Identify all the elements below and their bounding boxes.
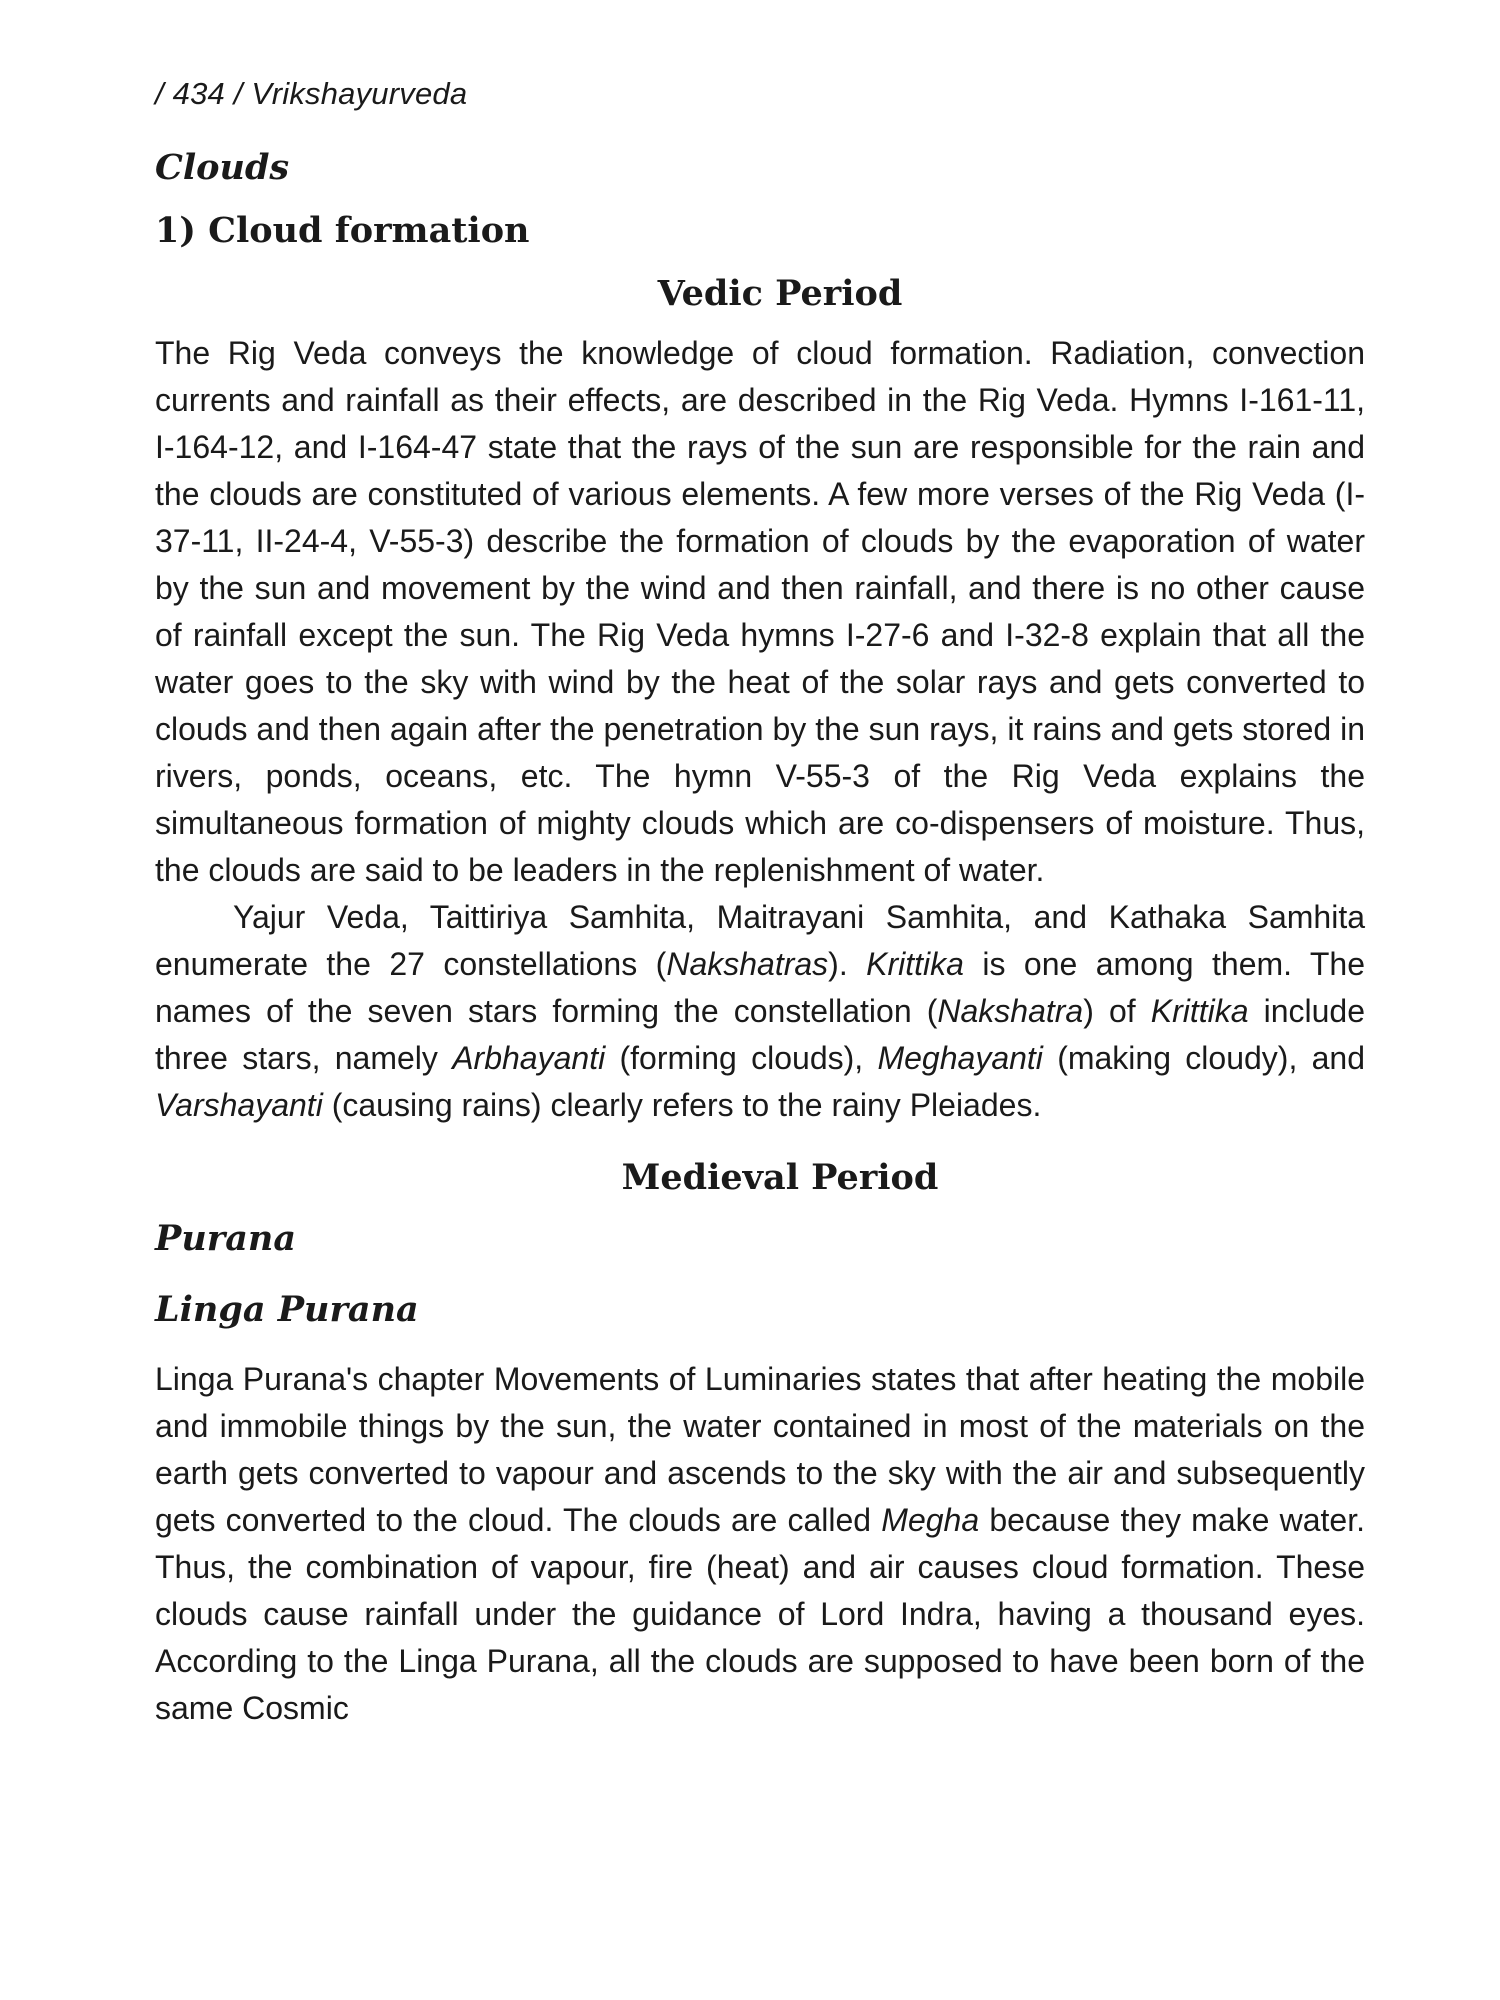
vedic-period-heading: Vedic Period bbox=[657, 273, 903, 314]
purana-heading: Purana bbox=[155, 1218, 297, 1259]
running-head: / 434 / Vrikshayurveda bbox=[155, 76, 468, 111]
vedic-paragraph-2: Yajur Veda, Taittiriya Samhita, Maitrayani Samhita, and Kathaka Samhita enumerate the 27 constellations (Nakshatras). Krittika is one among them. The names of the seven stars forming the constellation (Nakshatra) of Krittika include three stars, namely Arbhayanti (forming clouds), Meghayanti (making cloudy), and Varshayanti (causing rains) clearly refers to the rainy Pleiades. bbox=[155, 899, 1366, 1123]
section-title: Clouds bbox=[155, 147, 290, 188]
linga-purana-heading: Linga Purana bbox=[155, 1289, 419, 1330]
medieval-period-heading: Medieval Period bbox=[621, 1157, 939, 1198]
book-page bbox=[155, 60, 1365, 1960]
section-subtitle: 1) Cloud formation bbox=[155, 210, 530, 251]
vedic-paragraph-1: The Rig Veda conveys the knowledge of cloud formation. Radiation, convection currents and rainfall as their effects, are described in the Rig Veda. Hymns I-161-11, I-164-12, and I-164-47 state that the rays of the sun are responsible for the rain and the clouds are constituted of various elements. A few more verses of the Rig Veda (I-37-11, II-24-4, V-55-3) describe the formation of clouds by the evaporation of water by the sun and movement by the wind and then rainfall, and there is no other cause of rainfall except the sun. The Rig Veda hymns I-27-6 and I-32-8 explain that all the water goes to the sky with wind by the heat of the solar rays and gets converted to clouds and then again after the penetration by the sun rays, it rains and gets stored in rivers, ponds, oceans, etc. The hymn V-55-3 of the Rig Veda explains the simultaneous formation of mighty clouds which are co-dispensers of moisture. Thus, the clouds are said to be leaders in the replenishment of water. bbox=[155, 335, 1365, 888]
linga-purana-paragraph: Linga Purana's chapter Movements of Luminaries states that after heating the mobile and immobile things by the sun, the water contained in most of the materials on the earth gets converted to vapour and ascends to the sky with the air and subsequently gets converted to the cloud. The clouds are called Megha because they make water. Thus, the combination of vapour, fire (heat) and air causes cloud formation. These clouds cause rainfall under the guidance of Lord Indra, having a thousand eyes. According to the Linga Purana, all the clouds are supposed to have been born of the same Cosmic bbox=[155, 1361, 1366, 1726]
